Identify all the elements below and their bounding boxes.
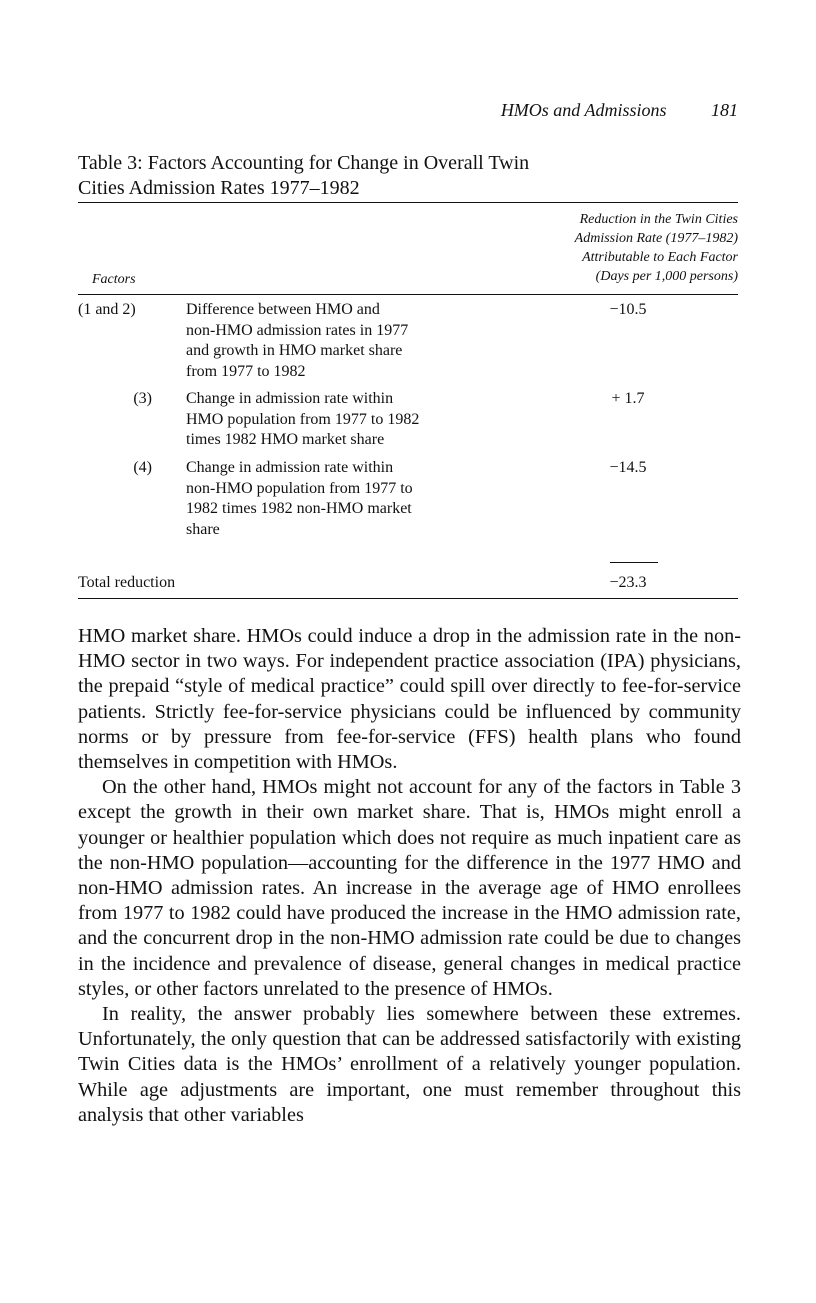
- row-value: −10.5: [609, 301, 647, 318]
- row-label: (3): [133, 390, 152, 407]
- row-label: (4): [133, 459, 152, 476]
- table-bottom-rule: [78, 598, 738, 599]
- row-label: (1 and 2): [78, 301, 136, 318]
- table-caption: [78, 151, 738, 201]
- caption-line-1: Table 3: Factors Accounting for Change in Overall Twin: [78, 152, 530, 174]
- reduction-column-header: Reduction in the Twin Cities Admission Rate (1977–1982) Attributable to Each Factor (Days per 1,000 persons): [574, 212, 738, 284]
- row-value: −14.5: [609, 459, 647, 476]
- row-description: Change in admission rate within non-HMO population from 1977 to 1982 times 1982 non-HMO market share: [186, 459, 413, 538]
- total-value: −23.3: [609, 574, 647, 591]
- paragraph-1: HMO market share. HMOs could induce a drop in the admission rate in the non-HMO sector in two ways. For independent practice association (IPA) physicians, the prepaid “style of medical practice” could spill over directly to fee-for-service patients. Strictly fee-for-service physicians could be influenced by community norms or by pressure from fee-for-service (FFS) health plans who found themselves in competition with HMOs.: [78, 625, 741, 774]
- row-description: Change in admission rate within HMO population from 1977 to 1982 times 1982 HMO market share: [186, 390, 420, 448]
- paragraph-2: On the other hand, HMOs might not account for any of the factors in Table 3 except the growth in their own market share. That is, HMOs might enroll a younger or healthier population which does not require as much inpatient care as the non-HMO population—accounting for the difference in the 1977 HMO and non-HMO admission rates. An increase in the average age of HMO enrollees from 1977 to 1982 could have produced the increase in the HMO admission rate, and the concurrent drop in the non-HMO admission rate could be due to changes in the incidence and prevalence of disease, general changes in medical practice styles, or other factors unrelated to the presence of HMOs.: [78, 776, 741, 1000]
- caption-line-2: Cities Admission Rates 1977–1982: [78, 177, 360, 199]
- body-text: [78, 624, 741, 1128]
- sum-rule: [610, 562, 658, 563]
- factors-column-header: Factors: [92, 272, 136, 287]
- running-title: HMOs and Admissions: [500, 100, 667, 120]
- total-row: [78, 574, 738, 592]
- running-header: [501, 100, 738, 121]
- paragraph-3: In reality, the answer probably lies somewhere between these extremes. Unfortunately, the only question that can be addressed satisfactorily with existing Twin Cities data is the HMOs’ enrollment of a relatively younger population. While age adjustments are important, one must remember throughout this analysis that other variables: [78, 1003, 741, 1126]
- row-value: + 1.7: [611, 390, 645, 407]
- table-header-rule: [78, 294, 738, 295]
- table-top-rule: [78, 202, 738, 203]
- page-number: 181: [711, 100, 738, 120]
- total-label: Total reduction: [78, 574, 176, 591]
- row-description: Difference between HMO and non-HMO admission rates in 1977 and growth in HMO market share from 1977 to 1982: [186, 301, 409, 380]
